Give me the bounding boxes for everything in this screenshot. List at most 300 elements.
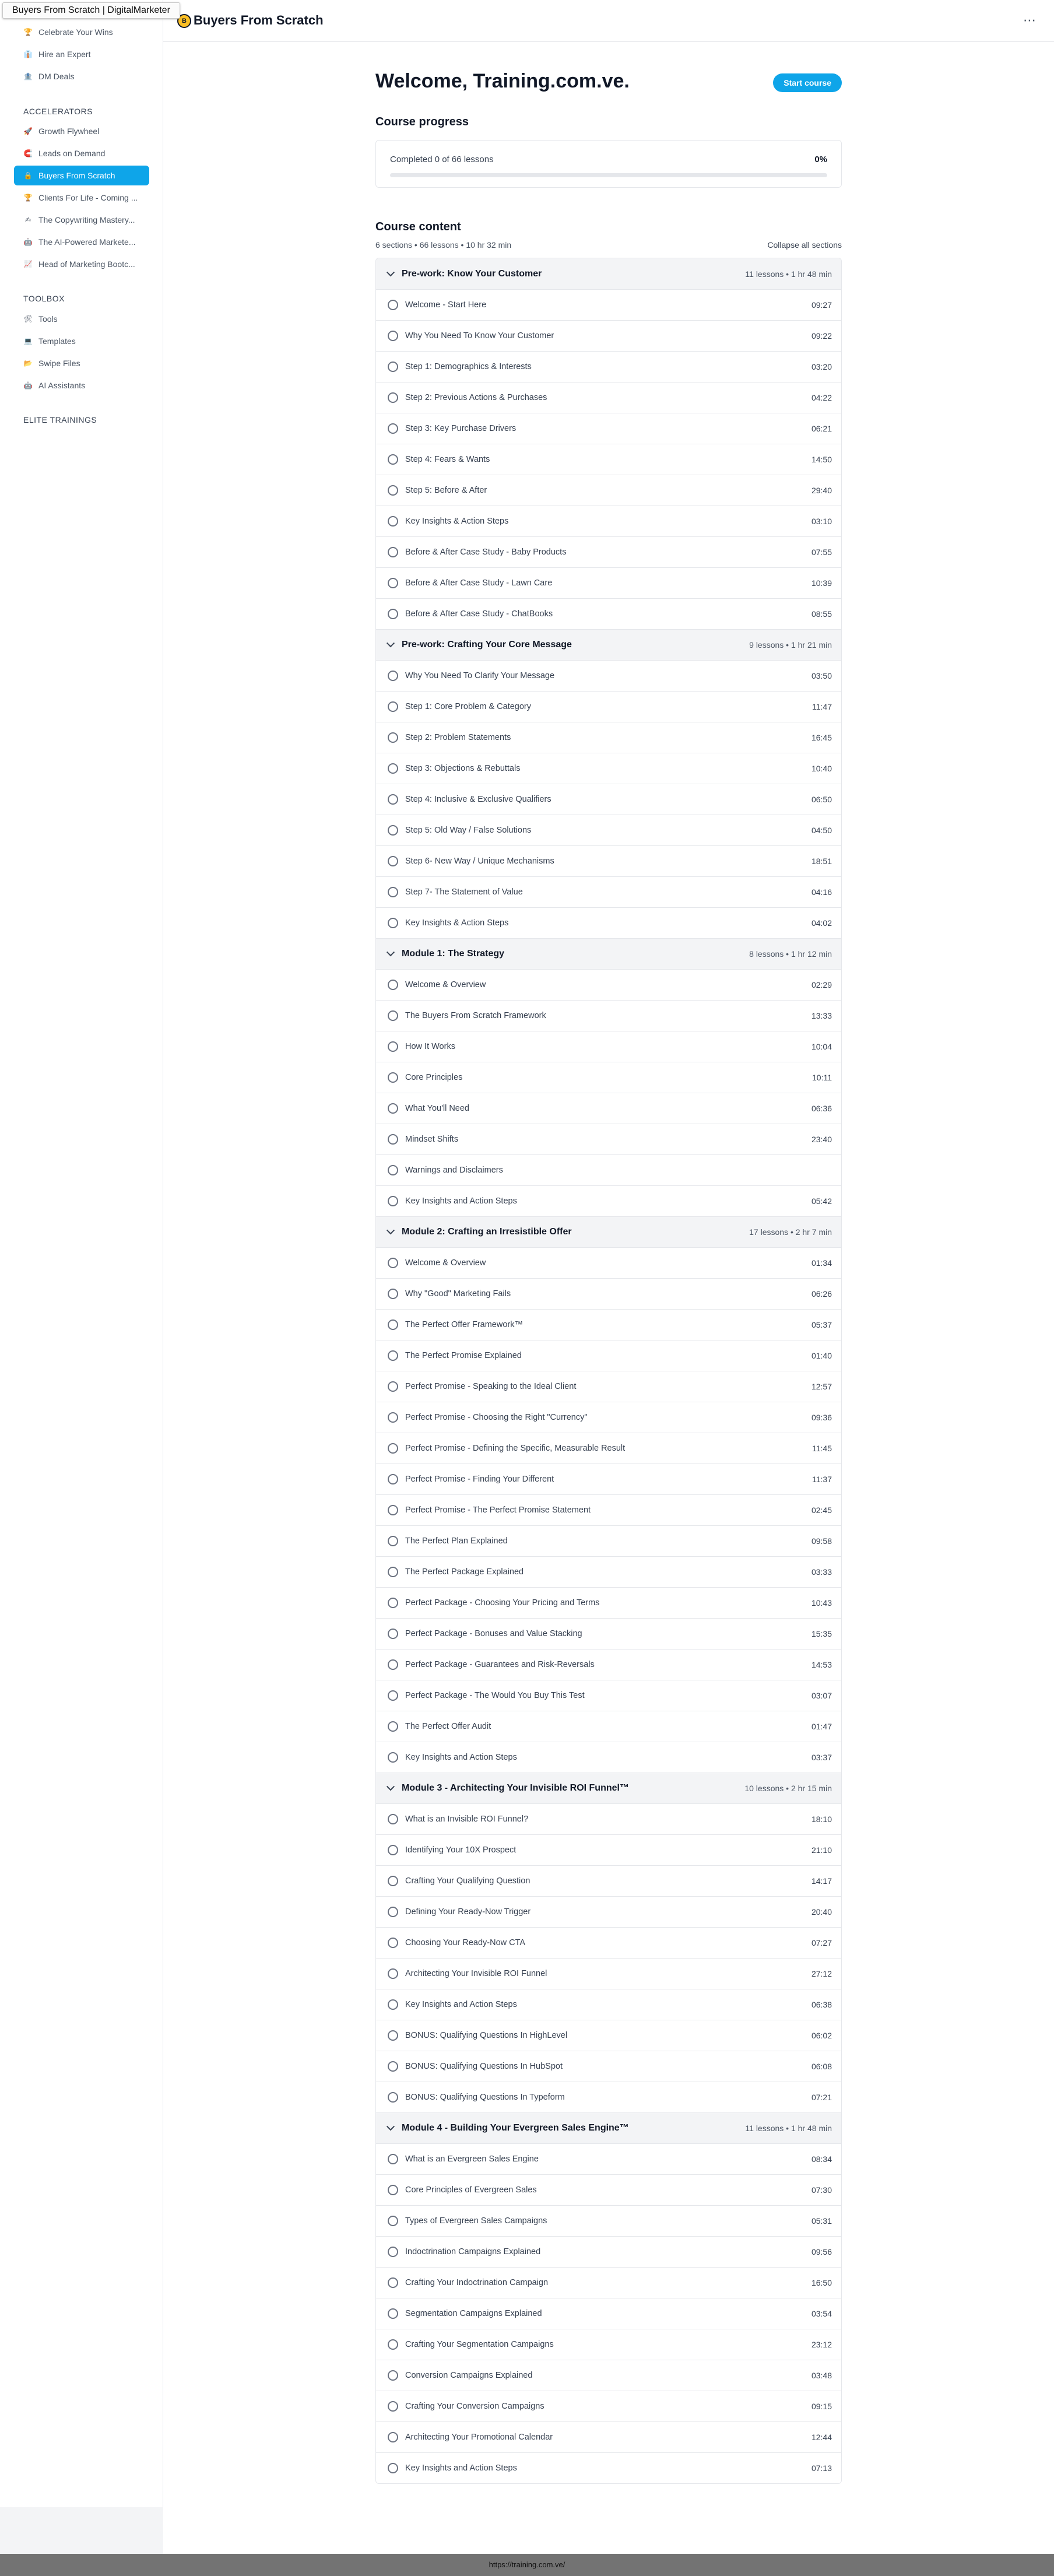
lesson-row[interactable] [376, 1494, 841, 1525]
lesson-row[interactable] [376, 1124, 841, 1154]
course-progress-heading: Course progress [375, 115, 469, 128]
progress-percent: 0% [814, 155, 827, 164]
course-content-heading: Course content [375, 220, 461, 233]
lesson-duration: 29:40 [811, 486, 832, 495]
lesson-row[interactable] [376, 598, 841, 629]
lesson-status-circle-icon[interactable] [388, 1381, 398, 1392]
lesson-status-circle-icon[interactable] [388, 1845, 398, 1855]
lesson-duration: 05:42 [811, 1196, 832, 1206]
lesson-title[interactable]: Crafting Your Qualifying Question [405, 1876, 530, 1886]
lesson-row[interactable] [376, 320, 841, 351]
lesson-status-circle-icon[interactable] [388, 2030, 398, 2041]
lesson-title[interactable]: Step 5: Old Way / False Solutions [405, 826, 532, 835]
sidebar-item-the-copywriting-mastery[interactable] [14, 210, 149, 230]
lesson-title[interactable]: BONUS: Qualifying Questions In HighLevel [405, 2031, 568, 2040]
lesson-status-circle-icon[interactable] [388, 2370, 398, 2381]
sidebar-item-label: DM Deals [38, 72, 75, 81]
lesson-title[interactable]: BONUS: Qualifying Questions In Typeform [405, 2093, 565, 2102]
lesson-status-circle-icon[interactable] [388, 763, 398, 774]
lesson-duration: 23:12 [811, 2340, 832, 2349]
lesson-title[interactable]: Welcome & Overview [405, 1258, 486, 1268]
lesson-status-circle-icon[interactable] [388, 1721, 398, 1732]
lesson-status-circle-icon[interactable] [388, 1752, 398, 1763]
lesson-row[interactable] [376, 1031, 841, 1062]
lesson-duration: 04:22 [811, 393, 832, 402]
bank-icon: 🏦 [23, 72, 33, 80]
lesson-status-circle-icon[interactable] [388, 1876, 398, 1886]
lesson-row[interactable] [376, 1402, 841, 1433]
section-header[interactable] [376, 1216, 841, 1247]
lesson-duration: 10:04 [811, 1042, 832, 1051]
lesson-duration: 12:57 [811, 1382, 832, 1391]
lesson-status-circle-icon[interactable] [388, 578, 398, 588]
lesson-status-circle-icon[interactable] [388, 825, 398, 836]
lesson-title[interactable]: Perfect Promise - The Perfect Promise Statement [405, 1505, 591, 1515]
lesson-row[interactable] [376, 444, 841, 475]
lesson-title[interactable]: Architecting Your Invisible ROI Funnel [405, 1969, 547, 1978]
lesson-duration: 07:21 [811, 2093, 832, 2102]
sidebar-item-label: Hire an Expert [38, 50, 91, 59]
lesson-row[interactable] [376, 1278, 841, 1309]
lesson-duration: 03:37 [811, 1753, 832, 1762]
lesson-duration: 11:45 [812, 1444, 832, 1453]
lesson-title[interactable]: Perfect Promise - Defining the Specific, Measurable Result [405, 1444, 626, 1453]
lesson-duration: 02:29 [811, 980, 832, 989]
lesson-status-circle-icon[interactable] [388, 1938, 398, 1948]
lesson-row[interactable] [376, 1649, 841, 1680]
lesson-title[interactable]: The Perfect Package Explained [405, 1567, 524, 1577]
lesson-status-circle-icon[interactable] [388, 794, 398, 805]
sidebar-item-label: Templates [38, 336, 76, 346]
lesson-row[interactable] [376, 1464, 841, 1494]
welcome-heading: Welcome, Training.com.ve. [375, 70, 630, 92]
chevron-down-icon[interactable] [387, 1226, 395, 1234]
lesson-title[interactable]: The Buyers From Scratch Framework [405, 1011, 546, 1020]
lesson-duration: 09:27 [811, 300, 832, 310]
lesson-title[interactable]: Crafting Your Segmentation Campaigns [405, 2340, 554, 2349]
course-content-meta: 6 sections • 66 lessons • 10 hr 32 min [375, 240, 512, 250]
lesson-status-circle-icon[interactable] [388, 1072, 398, 1083]
lesson-status-circle-icon[interactable] [388, 1041, 398, 1052]
toolbox-heading: TOOLBOX [23, 294, 65, 303]
lesson-row[interactable] [376, 1154, 841, 1185]
lesson-title[interactable]: Step 4: Inclusive & Exclusive Qualifiers [405, 795, 551, 804]
lesson-status-circle-icon[interactable] [388, 1598, 398, 1608]
lesson-row[interactable] [376, 289, 841, 320]
course-logo-icon: 🔒 [23, 171, 33, 180]
lesson-status-circle-icon[interactable] [388, 1165, 398, 1175]
lesson-duration: 01:34 [811, 1258, 832, 1268]
course-title: Buyers From Scratch [194, 13, 324, 27]
lesson-row[interactable] [376, 2174, 841, 2205]
lesson-duration: 09:36 [811, 1413, 832, 1422]
status-bar-url: https://training.com.ve/ [0, 2554, 1054, 2576]
lesson-row[interactable] [376, 1834, 841, 1865]
lesson-row[interactable] [376, 413, 841, 444]
section-header[interactable] [376, 258, 841, 289]
lesson-row[interactable] [376, 2051, 841, 2082]
sidebar-item-dm-deals[interactable] [14, 66, 149, 86]
lesson-status-circle-icon[interactable] [388, 2247, 398, 2257]
lesson-row[interactable] [376, 2143, 841, 2174]
lesson-row[interactable] [376, 876, 841, 907]
lesson-row[interactable] [376, 2267, 841, 2298]
lesson-title[interactable]: Step 2: Previous Actions & Purchases [405, 393, 547, 402]
lesson-row[interactable] [376, 2205, 841, 2236]
lesson-status-circle-icon[interactable] [388, 1103, 398, 1114]
lesson-row[interactable] [376, 475, 841, 506]
lesson-duration: 16:45 [811, 733, 832, 742]
lesson-duration: 03:54 [811, 2309, 832, 2318]
start-course-button[interactable]: Start course [773, 73, 842, 92]
lesson-title[interactable]: Warnings and Disclaimers [405, 1166, 503, 1175]
lesson-row[interactable] [376, 784, 841, 815]
lesson-row[interactable] [376, 2421, 841, 2452]
sidebar-item-swipe-files[interactable] [14, 353, 149, 373]
sidebar [0, 0, 163, 2576]
chevron-down-icon[interactable] [387, 639, 395, 647]
lesson-status-circle-icon[interactable] [388, 2463, 398, 2473]
lesson-title[interactable]: Key Insights and Action Steps [405, 2463, 517, 2473]
lesson-row[interactable] [376, 351, 841, 382]
chevron-down-icon[interactable] [387, 948, 395, 956]
lesson-row[interactable] [376, 722, 841, 753]
lesson-status-circle-icon[interactable] [388, 485, 398, 496]
lesson-title[interactable]: Indoctrination Campaigns Explained [405, 2247, 541, 2256]
lesson-status-circle-icon[interactable] [388, 609, 398, 619]
lesson-duration: 15:35 [811, 1629, 832, 1638]
chart-icon: 📈 [23, 260, 33, 268]
lesson-title[interactable]: Choosing Your Ready-Now CTA [405, 1938, 526, 1947]
lesson-row[interactable] [376, 1711, 841, 1742]
lesson-title[interactable]: Step 7- The Statement of Value [405, 887, 523, 897]
lesson-title[interactable]: Key Insights and Action Steps [405, 1196, 517, 1206]
section-header[interactable] [376, 1773, 841, 1803]
sidebar-item-buyers-from-scratch[interactable] [14, 166, 149, 185]
lesson-status-circle-icon[interactable] [388, 1999, 398, 2010]
lesson-status-circle-icon[interactable] [388, 1536, 398, 1546]
lesson-status-circle-icon[interactable] [388, 671, 398, 681]
lesson-title[interactable]: What is an Evergreen Sales Engine [405, 2154, 539, 2164]
lesson-duration: 02:45 [811, 1505, 832, 1515]
lesson-title[interactable]: Step 1: Core Problem & Category [405, 702, 531, 711]
lesson-row[interactable] [376, 2298, 841, 2329]
lesson-title[interactable]: Why You Need To Clarify Your Message [405, 671, 555, 680]
lesson-status-circle-icon[interactable] [388, 1258, 398, 1268]
lesson-row[interactable] [376, 845, 841, 876]
lesson-status-circle-icon[interactable] [388, 2277, 398, 2288]
laptop-icon: 💻 [23, 337, 33, 345]
lesson-title[interactable]: Perfect Package - Choosing Your Pricing and Terms [405, 1598, 600, 1608]
progress-card [375, 140, 842, 188]
lesson-row[interactable] [376, 1340, 841, 1371]
sidebar-item-templates[interactable] [14, 331, 149, 351]
lesson-status-circle-icon[interactable] [388, 1319, 398, 1330]
lesson-title[interactable]: Why "Good" Marketing Fails [405, 1289, 511, 1298]
lesson-row[interactable] [376, 506, 841, 536]
lesson-duration: 27:12 [811, 1969, 832, 1978]
lesson-row[interactable] [376, 2329, 841, 2360]
lesson-status-circle-icon[interactable] [388, 732, 398, 743]
lesson-status-circle-icon[interactable] [388, 1567, 398, 1577]
lesson-title[interactable]: Step 6- New Way / Unique Mechanisms [405, 857, 554, 866]
sidebar-item-tools[interactable] [14, 309, 149, 329]
lesson-row[interactable] [376, 1525, 841, 1556]
lesson-row[interactable] [376, 536, 841, 567]
lesson-title[interactable]: Perfect Package - Bonuses and Value Stacking [405, 1629, 582, 1638]
lesson-title[interactable]: Key Insights and Action Steps [405, 1753, 517, 1762]
lesson-title[interactable]: Why You Need To Know Your Customer [405, 331, 554, 341]
lesson-title[interactable]: Key Insights & Action Steps [405, 918, 509, 928]
lesson-title[interactable]: Perfect Promise - Finding Your Different [405, 1475, 554, 1484]
lesson-title[interactable]: Mindset Shifts [405, 1135, 459, 1144]
lesson-row[interactable] [376, 2082, 841, 2112]
chevron-down-icon[interactable] [387, 268, 395, 276]
lesson-status-circle-icon[interactable] [388, 1505, 398, 1515]
lesson-status-circle-icon[interactable] [388, 887, 398, 897]
lesson-status-circle-icon[interactable] [388, 1412, 398, 1423]
more-options-icon[interactable]: ⋯ [1023, 13, 1037, 27]
lesson-duration: 10:43 [811, 1598, 832, 1608]
section-meta: 11 lessons • 1 hr 48 min [745, 2124, 832, 2133]
lesson-status-circle-icon[interactable] [388, 2092, 398, 2103]
sidebar-item-head-of-marketing-bootc[interactable] [14, 254, 149, 274]
lesson-row[interactable] [376, 691, 841, 722]
lesson-row[interactable] [376, 1371, 841, 1402]
lesson-status-circle-icon[interactable] [388, 1659, 398, 1670]
sidebar-item-hire-an-expert[interactable] [14, 44, 149, 64]
lesson-status-circle-icon[interactable] [388, 1907, 398, 1917]
lesson-row[interactable] [376, 1989, 841, 2020]
lesson-row[interactable] [376, 1556, 841, 1587]
lesson-title[interactable]: Core Principles [405, 1073, 463, 1082]
lesson-title[interactable]: The Perfect Promise Explained [405, 1351, 522, 1360]
lesson-status-circle-icon[interactable] [388, 2061, 398, 2072]
lesson-status-circle-icon[interactable] [388, 1196, 398, 1206]
lesson-title[interactable]: Types of Evergreen Sales Campaigns [405, 2216, 547, 2226]
lesson-status-circle-icon[interactable] [388, 2308, 398, 2319]
lesson-status-circle-icon[interactable] [388, 331, 398, 341]
lesson-title[interactable]: Perfect Package - The Would You Buy This Test [405, 1691, 585, 1700]
lesson-status-circle-icon[interactable] [388, 1968, 398, 1979]
lesson-title[interactable]: Step 4: Fears & Wants [405, 455, 490, 464]
lesson-duration: 03:10 [811, 517, 832, 526]
section-title: Module 3 - Architecting Your Invisible ROI Funnel™ [402, 1783, 629, 1793]
lesson-title[interactable]: Perfect Promise - Speaking to the Ideal Client [405, 1382, 577, 1391]
lesson-row[interactable] [376, 1000, 841, 1031]
lesson-title[interactable]: Step 3: Objections & Rebuttals [405, 764, 521, 773]
lesson-title[interactable]: Before & After Case Study - Lawn Care [405, 578, 553, 588]
lesson-title[interactable]: Segmentation Campaigns Explained [405, 2309, 542, 2318]
lesson-row[interactable] [376, 1618, 841, 1649]
lesson-row[interactable] [376, 2360, 841, 2391]
lesson-status-circle-icon[interactable] [388, 1690, 398, 1701]
tools-icon: 🛠 [23, 315, 33, 323]
lesson-status-circle-icon[interactable] [388, 1443, 398, 1454]
lesson-duration: 18:10 [811, 1815, 832, 1824]
section-header[interactable] [376, 629, 841, 660]
lesson-title[interactable]: Key Insights and Action Steps [405, 2000, 517, 2009]
lesson-duration: 09:56 [811, 2247, 832, 2256]
lesson-status-circle-icon[interactable] [388, 1629, 398, 1639]
section-meta: 17 lessons • 2 hr 7 min [749, 1227, 832, 1237]
sidebar-item-growth-flywheel[interactable] [14, 121, 149, 141]
lesson-title[interactable]: Crafting Your Indoctrination Campaign [405, 2278, 549, 2287]
lesson-row[interactable] [376, 2452, 841, 2483]
lesson-row[interactable] [376, 969, 841, 1000]
section-meta: 9 lessons • 1 hr 21 min [749, 640, 832, 650]
lesson-duration: 06:50 [811, 795, 832, 804]
lesson-status-circle-icon[interactable] [388, 300, 398, 310]
section-header[interactable] [376, 2112, 841, 2143]
lesson-row[interactable] [376, 1247, 841, 1278]
lesson-status-circle-icon[interactable] [388, 1289, 398, 1299]
lesson-title[interactable]: Welcome - Start Here [405, 300, 487, 310]
lesson-row[interactable] [376, 1927, 841, 1958]
lesson-status-circle-icon[interactable] [388, 1474, 398, 1484]
lesson-status-circle-icon[interactable] [388, 2185, 398, 2195]
lesson-status-circle-icon[interactable] [388, 2401, 398, 2412]
lesson-status-circle-icon[interactable] [388, 1814, 398, 1824]
lesson-duration: 13:33 [811, 1011, 832, 1020]
lesson-duration: 07:13 [811, 2463, 832, 2473]
lesson-status-circle-icon[interactable] [388, 1350, 398, 1361]
lesson-status-circle-icon[interactable] [388, 362, 398, 372]
lesson-duration: 10:40 [811, 764, 832, 773]
lesson-status-circle-icon[interactable] [388, 2432, 398, 2442]
lesson-status-circle-icon[interactable] [388, 392, 398, 403]
lesson-row[interactable] [376, 1062, 841, 1093]
lesson-duration: 10:11 [812, 1073, 832, 1082]
section-header[interactable] [376, 938, 841, 969]
lesson-row[interactable] [376, 567, 841, 598]
lesson-title[interactable]: How It Works [405, 1042, 455, 1051]
lesson-duration: 16:50 [811, 2278, 832, 2287]
elite-trainings-heading[interactable]: ELITE TRAININGS [23, 415, 97, 424]
lesson-duration: 10:39 [811, 578, 832, 588]
lesson-row[interactable] [376, 1958, 841, 1989]
sidebar-item-ai-assistants[interactable] [14, 375, 149, 395]
lesson-title[interactable]: The Perfect Plan Explained [405, 1536, 508, 1546]
collapse-all-link[interactable]: Collapse all sections [767, 240, 842, 250]
lesson-title[interactable]: Step 5: Before & After [405, 486, 487, 495]
lesson-row[interactable] [376, 907, 841, 938]
lesson-duration: 06:38 [811, 2000, 832, 2009]
lesson-status-circle-icon[interactable] [388, 856, 398, 866]
lesson-title[interactable]: Defining Your Ready-Now Trigger [405, 1907, 531, 1917]
lesson-status-circle-icon[interactable] [388, 516, 398, 527]
lesson-row[interactable] [376, 1896, 841, 1927]
lesson-row[interactable] [376, 2236, 841, 2267]
lesson-duration: 23:40 [811, 1135, 832, 1144]
lesson-title[interactable]: Conversion Campaigns Explained [405, 2371, 533, 2380]
trophy-icon: 🏆 [23, 194, 33, 202]
lesson-title[interactable]: The Perfect Offer Framework™ [405, 1320, 523, 1329]
sidebar-item-label: Growth Flywheel [38, 127, 100, 136]
lesson-duration: 14:50 [811, 455, 832, 464]
lesson-duration: 03:50 [811, 671, 832, 680]
lesson-title[interactable]: Perfect Package - Guarantees and Risk-Reversals [405, 1660, 595, 1669]
lesson-status-circle-icon[interactable] [388, 454, 398, 465]
sidebar-item-label: Tools [38, 314, 58, 324]
lesson-status-circle-icon[interactable] [388, 980, 398, 990]
lesson-row[interactable] [376, 1742, 841, 1773]
lesson-row[interactable] [376, 815, 841, 845]
section-meta: 11 lessons • 1 hr 48 min [745, 269, 832, 279]
lesson-row[interactable] [376, 2020, 841, 2051]
lesson-row[interactable] [376, 1185, 841, 1216]
section-title: Pre-work: Crafting Your Core Message [402, 640, 572, 650]
lesson-row[interactable] [376, 1309, 841, 1340]
sidebar-item-the-ai-powered-markete[interactable] [14, 232, 149, 252]
window-title-tooltip: Buyers From Scratch | DigitalMarketer [2, 2, 180, 19]
lesson-duration: 08:55 [811, 609, 832, 619]
lesson-title[interactable]: BONUS: Qualifying Questions In HubSpot [405, 2062, 563, 2071]
lesson-title[interactable]: Key Insights & Action Steps [405, 517, 509, 526]
sidebar-item-label: Leads on Demand [38, 149, 106, 158]
lesson-row[interactable] [376, 1433, 841, 1464]
lesson-row[interactable] [376, 1680, 841, 1711]
lesson-duration: 11:37 [812, 1475, 832, 1484]
lesson-title[interactable]: Step 2: Problem Statements [405, 733, 511, 742]
sidebar-item-label: The Copywriting Mastery... [38, 215, 135, 224]
lesson-status-circle-icon[interactable] [388, 2339, 398, 2350]
lesson-title[interactable]: Welcome & Overview [405, 980, 486, 989]
lesson-title[interactable]: The Perfect Offer Audit [405, 1722, 491, 1731]
lesson-status-circle-icon[interactable] [388, 2216, 398, 2226]
lesson-title[interactable]: Step 3: Key Purchase Drivers [405, 424, 517, 433]
lesson-title[interactable]: What is an Invisible ROI Funnel? [405, 1815, 529, 1824]
lesson-duration: 07:55 [811, 548, 832, 557]
section-title: Module 4 - Building Your Evergreen Sales Engine™ [402, 2123, 629, 2133]
lesson-status-circle-icon[interactable] [388, 2154, 398, 2164]
progress-bar [390, 173, 827, 177]
lesson-row[interactable] [376, 1803, 841, 1834]
chevron-down-icon[interactable] [387, 2122, 395, 2131]
lesson-row[interactable] [376, 2391, 841, 2421]
lesson-title[interactable]: Identifying Your 10X Prospect [405, 1845, 517, 1855]
lesson-title[interactable]: Perfect Promise - Choosing the Right "Currency" [405, 1413, 588, 1422]
lesson-title[interactable]: Step 1: Demographics & Interests [405, 362, 532, 371]
lesson-status-circle-icon[interactable] [388, 423, 398, 434]
lesson-status-circle-icon[interactable] [388, 547, 398, 557]
lesson-duration: 21:10 [811, 1845, 832, 1855]
lesson-row[interactable] [376, 382, 841, 413]
lesson-row[interactable] [376, 660, 841, 691]
lesson-status-circle-icon[interactable] [388, 701, 398, 712]
section-title: Module 1: The Strategy [402, 949, 505, 959]
sidebar-item-clients-for-life-coming[interactable] [14, 188, 149, 208]
lesson-row[interactable] [376, 753, 841, 784]
lesson-title[interactable]: Core Principles of Evergreen Sales [405, 2185, 537, 2195]
lesson-status-circle-icon[interactable] [388, 1010, 398, 1021]
lesson-row[interactable] [376, 1587, 841, 1618]
lesson-row[interactable] [376, 1865, 841, 1896]
lesson-title[interactable]: Crafting Your Conversion Campaigns [405, 2402, 544, 2411]
lesson-duration: 01:40 [811, 1351, 832, 1360]
lesson-duration: 09:58 [811, 1536, 832, 1546]
lesson-title[interactable]: Before & After Case Study - ChatBooks [405, 609, 553, 619]
lesson-title[interactable]: Before & After Case Study - Baby Products [405, 548, 567, 557]
lesson-row[interactable] [376, 1093, 841, 1124]
sidebar-item-celebrate-your-wins[interactable] [14, 22, 149, 42]
lesson-title[interactable]: What You'll Need [405, 1104, 469, 1113]
chevron-down-icon[interactable] [387, 1782, 395, 1791]
lesson-status-circle-icon[interactable] [388, 1134, 398, 1145]
lesson-title[interactable]: Architecting Your Promotional Calendar [405, 2433, 553, 2442]
sidebar-item-leads-on-demand[interactable] [14, 143, 149, 163]
lesson-status-circle-icon[interactable] [388, 918, 398, 928]
